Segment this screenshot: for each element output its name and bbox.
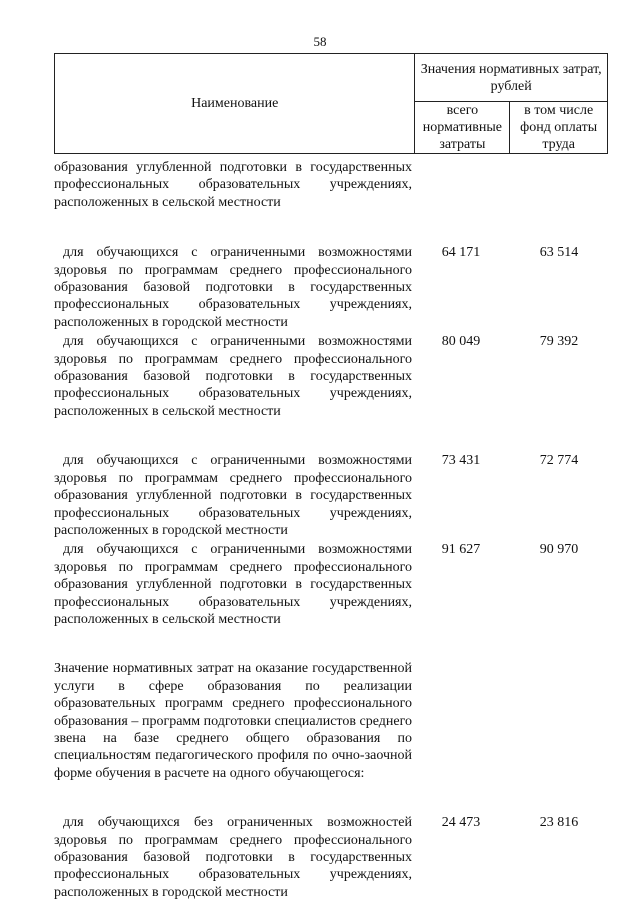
row-name: для обучающихся с ограниченными возможностями здоровья по программам среднего профессионального образования базовой подготовки в государственных профессиональных образовательных учреждениях, расположенных в сельской местности	[54, 334, 412, 419]
table-row	[54, 541, 608, 628]
row-total	[412, 159, 510, 211]
row-total: 73 431	[441, 453, 481, 469]
row-wage: 72 774	[539, 453, 579, 469]
table-row	[54, 814, 608, 901]
row-total: 80 049	[441, 334, 481, 350]
row-wage	[510, 159, 608, 211]
table-row	[54, 660, 608, 782]
table-row	[54, 452, 608, 539]
row-name: для обучающихся с ограниченными возможностями здоровья по программам среднего профессионального образования базовой подготовки в государственных профессиональных образовательных учреждениях, расположенных в городской местности	[54, 245, 412, 330]
row-wage: 63 514	[539, 245, 579, 261]
row-wage: 79 392	[539, 334, 579, 350]
row-total: 24 473	[441, 815, 481, 831]
row-name: образования углубленной подготовки в государственных профессиональных образовательных учреждениях, расположенных в сельской местности	[54, 160, 412, 210]
table-row	[54, 244, 608, 331]
page-number: 58	[313, 34, 327, 49]
header-group-cell: Значения нормативных затрат, рублей	[415, 54, 608, 102]
table-header	[54, 53, 608, 154]
row-name: для обучающихся с ограниченными возможностями здоровья по программам среднего профессионального образования углубленной подготовки в государственных профессиональных образовательных учреждениях, расположенных в городской местности	[54, 453, 412, 538]
table-body	[54, 159, 608, 901]
table-row	[54, 333, 608, 420]
header-wage-cell: в том числе фонд оплаты труда	[510, 102, 608, 154]
row-name: Значение нормативных затрат на оказание государственной услуги в сфере образования по реализации образовательных программ среднего профессионального образования – программ подготовки специалистов среднего звена на базе среднего общего образования по специальностям педагогического профиля по очно-заочной форме обучения в расчете на одного обучающегося:	[54, 661, 412, 781]
row-wage	[510, 660, 608, 782]
row-total: 64 171	[441, 245, 481, 261]
header-total-cell: всего нормативные затраты	[415, 102, 510, 154]
row-total	[412, 660, 510, 782]
row-total: 91 627	[441, 542, 481, 558]
row-name: для обучающихся без ограниченных возможностей здоровья по программам среднего профессионального образования базовой подготовки в государственных профессиональных образовательных учреждениях, расположенных в городской местности	[54, 815, 412, 900]
row-name: для обучающихся с ограниченными возможностями здоровья по программам среднего профессионального образования углубленной подготовки в государственных профессиональных образовательных учреждениях, расположенных в сельской местности	[54, 542, 412, 627]
table-row	[54, 159, 608, 211]
header-name-cell: Наименование	[55, 54, 415, 154]
row-wage: 23 816	[539, 815, 579, 831]
row-wage: 90 970	[539, 542, 579, 558]
